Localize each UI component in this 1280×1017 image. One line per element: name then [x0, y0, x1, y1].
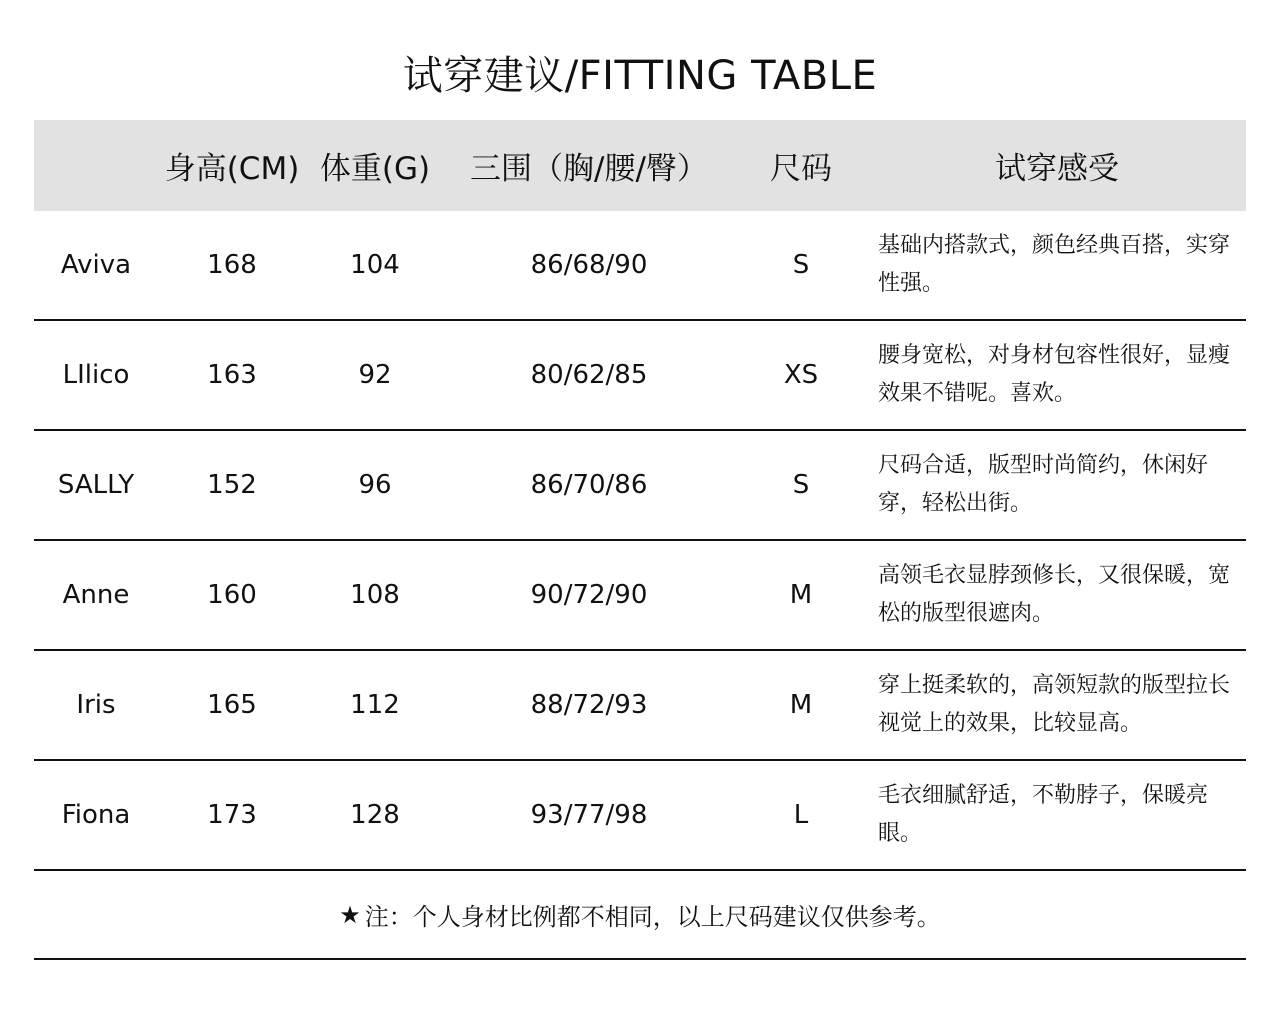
cell-size: M — [789, 580, 813, 610]
header-measurements: 三围（胸/腰/臀） — [470, 151, 708, 187]
table-row — [34, 651, 1246, 761]
table-header — [34, 120, 1246, 211]
cell-remark: 毛衣细腻舒适，不勒脖子，保暖亮眼。 — [878, 783, 1209, 846]
cell-name: LIlico — [62, 360, 130, 390]
table-row — [34, 541, 1246, 651]
cell-weight: 128 — [350, 800, 400, 830]
footer-note-row — [34, 871, 1246, 960]
cell-height: 168 — [207, 250, 257, 280]
footer-note: 注：个人身材比例都不相同，以上尺码建议仅供参考。 — [364, 903, 941, 931]
cell-remark: 基础内搭款式，颜色经典百搭，实穿性强。 — [878, 233, 1231, 296]
cell-measurements: 80/62/85 — [530, 360, 648, 390]
table-row — [34, 211, 1246, 321]
cell-name: Iris — [76, 690, 116, 720]
cell-weight: 92 — [358, 360, 392, 390]
cell-remark: 穿上挺柔软的，高领短款的版型拉长视觉上的效果，比较显高。 — [878, 673, 1231, 736]
cell-remark: 腰身宽松，对身材包容性很好，显瘦效果不错呢。喜欢。 — [878, 343, 1231, 406]
header-weight: 体重(G) — [319, 151, 431, 187]
cell-name: Aviva — [60, 250, 132, 280]
cell-weight: 112 — [350, 690, 400, 720]
cell-size: XS — [783, 360, 819, 390]
cell-remark: 尺码合适，版型时尚简约，休闲好穿，轻松出街。 — [878, 453, 1209, 516]
cell-height: 165 — [207, 690, 257, 720]
header-size: 尺码 — [770, 151, 832, 187]
star-icon: ★ — [339, 900, 361, 929]
cell-height: 152 — [207, 470, 257, 500]
cell-height: 160 — [207, 580, 257, 610]
cell-size: M — [789, 690, 813, 720]
table-row — [34, 321, 1246, 431]
header-name — [34, 120, 158, 211]
cell-measurements: 86/68/90 — [530, 250, 648, 280]
cell-size: S — [792, 250, 810, 280]
cell-measurements: 93/77/98 — [530, 800, 648, 830]
cell-measurements: 88/72/93 — [530, 690, 648, 720]
table-row — [34, 431, 1246, 541]
table-row — [34, 761, 1246, 871]
page-title: 试穿建议/FITTING TABLE — [402, 53, 878, 99]
cell-name: SALLY — [57, 470, 135, 500]
cell-size: S — [792, 470, 810, 500]
cell-weight: 108 — [350, 580, 400, 610]
header-height: 身高(CM) — [164, 151, 300, 187]
cell-weight: 104 — [350, 250, 400, 280]
cell-height: 163 — [207, 360, 257, 390]
cell-measurements: 90/72/90 — [530, 580, 648, 610]
cell-size: L — [793, 800, 809, 830]
cell-name: Anne — [62, 580, 130, 610]
cell-weight: 96 — [358, 470, 392, 500]
cell-measurements: 86/70/86 — [530, 470, 648, 500]
cell-name: Fiona — [61, 800, 131, 830]
header-remark: 试穿感受 — [995, 151, 1119, 187]
cell-height: 173 — [207, 800, 257, 830]
fitting-table — [34, 120, 1246, 960]
cell-remark: 高领毛衣显脖颈修长，又很保暖，宽松的版型很遮肉。 — [878, 563, 1231, 626]
